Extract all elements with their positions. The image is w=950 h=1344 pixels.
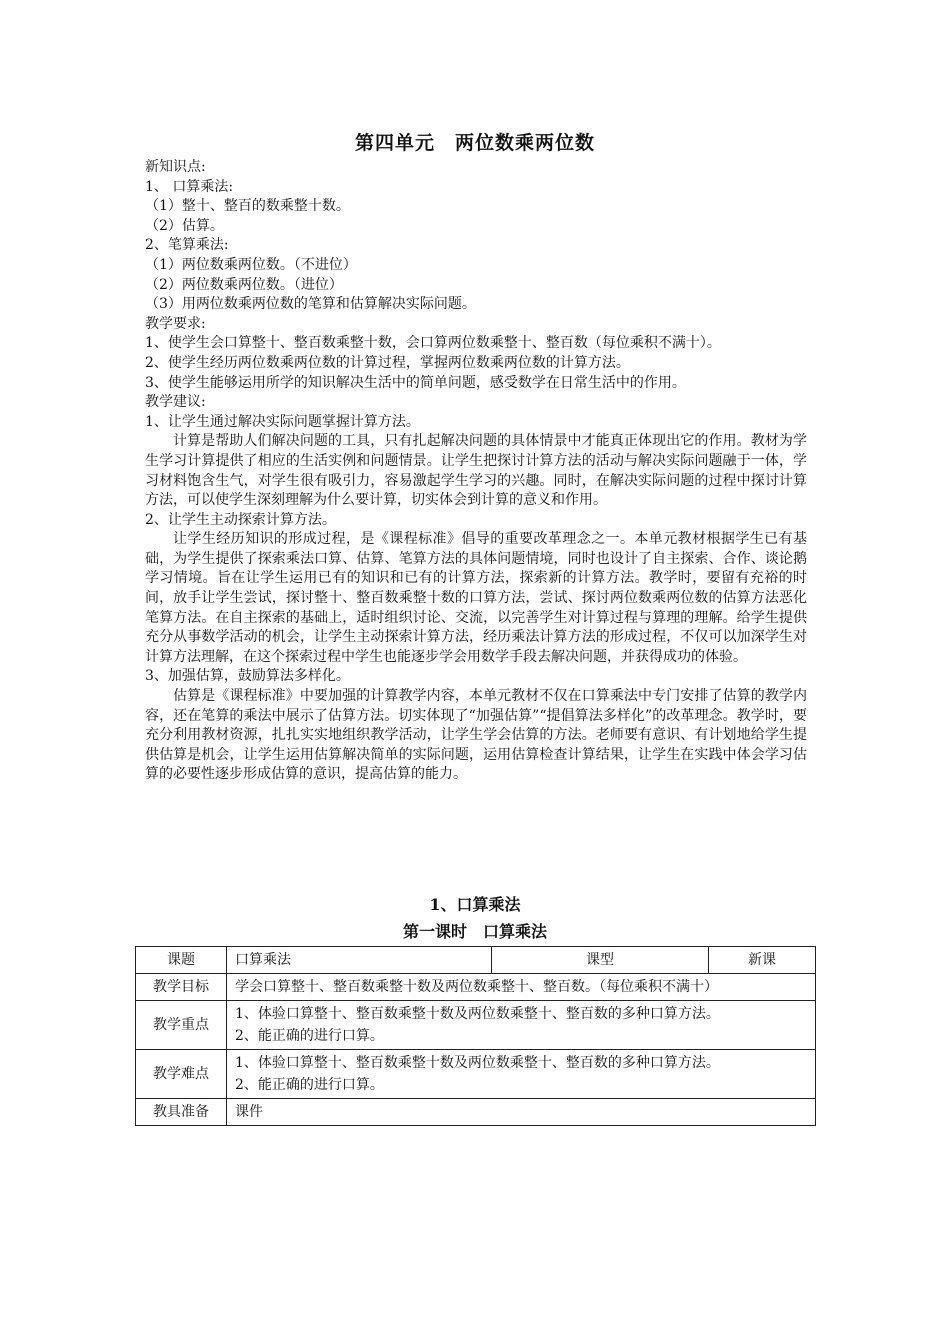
- table-row: [136, 974, 816, 1001]
- section-title: 1、口算乘法: [429, 895, 521, 914]
- paragraph: 让学生经历知识的形成过程，是《课程标准》倡导的重要改革理念之一。本单元教材根据学生已有基础，为学生提供了探索乘法口算、估算、笔算方法的具体问题情境，同时也设计了自主探索、合作、谈论鹅学习情境。旨在让学生运用已有的知识和已有的计算方法，探索新的计算方法。教学时，要留有充裕的时间，放手让学生尝试，探讨整十、整百数乘整十数的口算方法，尝试、探讨两位数乘两位数的估算方法恶化笔算方法。在自主探索的基础上，适时组织讨论、交流，以完善学生对计算过程与算理的理解。给学生提供充分从事数学活动的机会，让学生主动探索计算方法，经历乘法计算方法的形成过程，不仅可以加深学生对计算方法理解，在这个探索过程中学生也能逐步学会用数学手段去解决问题，并获得成功的体验。: [145, 531, 807, 665]
- table-row: [136, 1050, 816, 1099]
- table-cell: [227, 1001, 816, 1050]
- table-row: [136, 947, 816, 974]
- lesson-plan-table: [135, 946, 816, 1126]
- table-row: [136, 1099, 816, 1126]
- text-line: 教学建议:: [145, 394, 206, 411]
- table-cell: 课型: [492, 947, 709, 974]
- document-body: [145, 158, 807, 785]
- text-line: 2、能正确的进行口算。: [235, 1077, 384, 1093]
- text-line: 1、体验口算整十、整百数乘整十数及两位数乘整十、整百数的多种口算方法。: [235, 1055, 720, 1071]
- text-line: （3）用两位数乘两位数的笔算和估算解决实际问题。: [145, 296, 476, 313]
- table-row: [136, 1001, 816, 1050]
- table-cell: 教学难点: [136, 1050, 227, 1099]
- text-line: （2）两位数乘两位数。（进位）: [145, 276, 343, 293]
- table-cell: 课件: [227, 1099, 816, 1126]
- table-cell: [227, 1050, 816, 1099]
- text-line: 2、能正确的进行口算。: [235, 1028, 384, 1044]
- text-line: 2、让学生主动探索计算方法。: [145, 511, 336, 528]
- text-line: （2）估算。: [145, 217, 224, 234]
- lesson-title: 第一课时 口算乘法: [402, 922, 547, 941]
- table-cell: 教学重点: [136, 1001, 227, 1050]
- table-cell: 教具准备: [136, 1099, 227, 1126]
- text-line: 1、体验口算整十、整百数乘整十数及两位数乘整十、整百数的多种口算方法。: [235, 1006, 720, 1022]
- text-line: 新知识点:: [145, 159, 206, 175]
- paragraph: 估算是《课程标准》中要加强的计算教学内容，本单元教材不仅在口算乘法中专门安排了估算的教学内容，还在笔算的乘法中展示了估算方法。切实体现了“加强估算”“提倡算法多样化”的改革理念。教学时，要充分利用教材资源，扎扎实实地组织教学活动，让学生学会估算的方法。老师要有意识、有计划地给学生提供估算是机会，让学生运用估算解决简单的实际问题，运用估算检查计算结果，让学生在实践中体会学习估算的必要性逐步形成估算的意识，提高估算的能力。: [145, 688, 807, 783]
- text-line: 1、让学生通过解决实际问题掌握计算方法。: [145, 413, 420, 430]
- text-line: 3、使学生能够运用所学的知识解决生活中的简单问题，感受数学在日常生活中的作用。: [145, 374, 686, 391]
- table-cell: 教学目标: [136, 974, 227, 1001]
- text-line: 1、使学生会口算整十、整百数乘整十数，会口算两位数乘整十、整百数（每位乘积不满十）。: [145, 335, 721, 352]
- text-line: 2、笔算乘法:: [145, 237, 229, 254]
- table-cell: 新课: [709, 947, 816, 974]
- table-cell: 口算乘法: [227, 947, 492, 974]
- paragraph: 计算是帮助人们解决问题的工具，只有扎起解决问题的具体情景中才能真正体现出它的作用。教材为学生学习计算提供了相应的生活实例和问题情景。让学生把探讨计算方法的活动与解决实际问题融于一体，学习材料饱含生气，对学生很有吸引力，容易激起学生学习的兴趣。同时，在解决实际问题的过程中探讨计算方法，可以使学生深刻理解为什么要计算，切实体会到计算的意义和作用。: [145, 433, 807, 509]
- text-line: 3、加强估算，鼓励算法多样化。: [145, 668, 350, 685]
- text-line: 教学要求:: [145, 315, 206, 332]
- text-line: 1、 口算乘法:: [145, 178, 234, 195]
- table-cell: 课题: [136, 947, 227, 974]
- table-cell: 学会口算整十、整百数乘整十数及两位数乘整十、整百数。（每位乘积不满十）: [227, 974, 816, 1001]
- unit-title: 第四单元 两位数乘两位数: [354, 132, 595, 154]
- text-line: （1）整十、整百的数乘整十数。: [145, 198, 350, 215]
- text-line: 2、使学生经历两位数乘两位数的计算过程，掌握两位数乘两位数的计算方法。: [145, 354, 630, 371]
- text-line: （1）两位数乘两位数。（不进位）: [145, 256, 357, 273]
